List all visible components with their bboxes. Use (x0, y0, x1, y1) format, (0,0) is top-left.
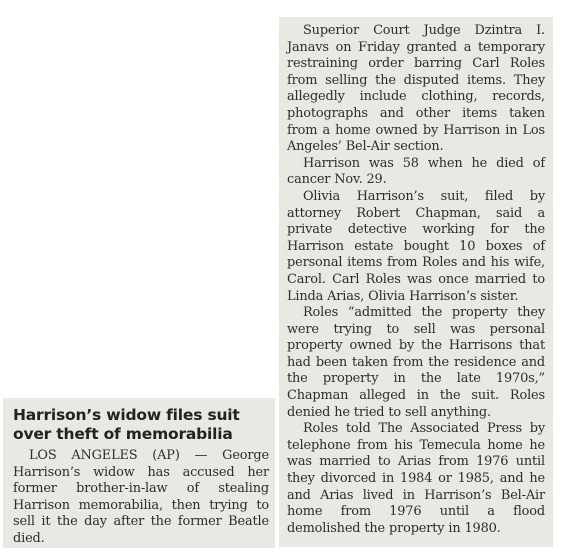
headline (13, 406, 269, 444)
article-paragraph: Olivia Harrison’s suit, filed by attorney Robert Chapman, said a private detective working for the Harrison estate bought 10 boxes of personal items from Roles and his wife, Carol. Carl Roles was once married to Linda Arias, Olivia Harrison’s sister. (287, 188, 545, 304)
article-lead-clipping (3, 398, 275, 548)
headline-line-1: Harrison’s widow files suit (13, 406, 240, 424)
article-paragraph: Roles told The Associated Press by telephone from his Temecula home he was married to Arias from 1976 until they divorced in 1984 or 1985, and he and Arias lived in Harrison’s Bel-Air home from 1976 until a flood demolished the property in 1980. (287, 421, 545, 536)
article-paragraph: Roles “admitted the property they were trying to sell was personal property owned by the Harrisons that had been taken from the residence and the property in the late 1970s,” Chapman alleged in the suit. Roles denied he tried to sell anything. (287, 305, 545, 420)
article-continuation-column (279, 17, 553, 547)
article-paragraph: Superior Court Judge Dzintra I. Janavs on Friday granted a temporary restraining order barring Carl Roles from selling the disputed items. They allegedly include clothing, records, photographs and other items taken from a home owned by Harrison in Los Angeles’ Bel-Air section. (287, 23, 545, 155)
headline-line-2: over theft of memorabilia (13, 425, 233, 443)
article-lead-paragraph: LOS ANGELES (AP) — George Harrison’s widow has accused her former brother-in-law of stealing Harrison memorabilia, then trying to sell it the day after the former Beatle died. (13, 448, 269, 546)
article-paragraph: Harrison was 58 when he died of cancer Nov. 29. (287, 155, 545, 188)
